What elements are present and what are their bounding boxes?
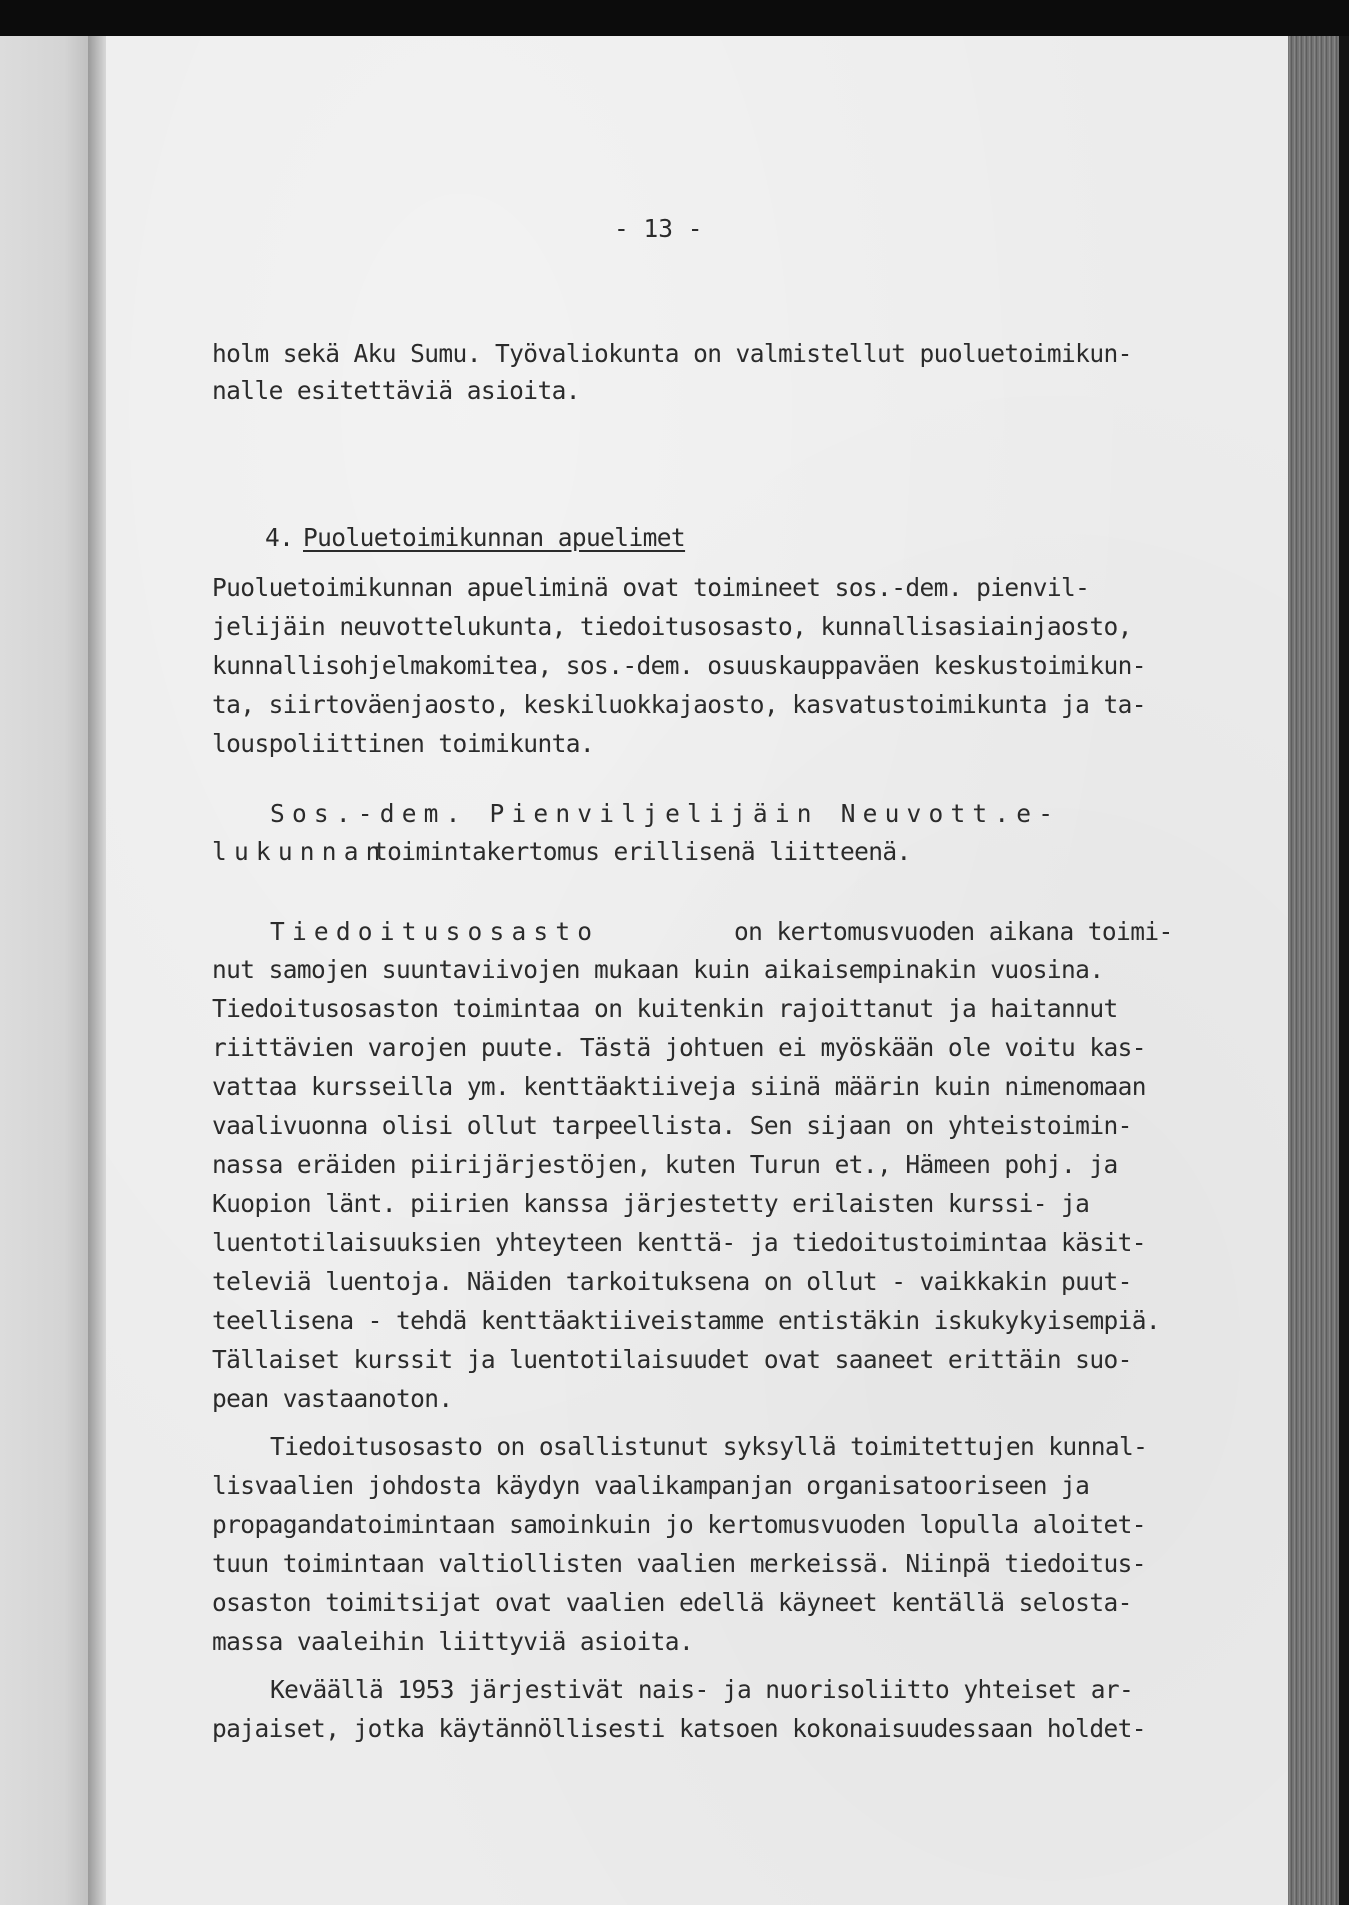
text-line: toimintakertomus erillisenä liitteenä. — [373, 837, 911, 866]
page-number: - 13 - — [614, 214, 703, 243]
scan-top-border — [0, 0, 1349, 36]
text-line: Tiedoitusosasto on osallistunut syksyllä toimitettujen kunnal- — [270, 1432, 1148, 1461]
text-line: tuun toimintaan valtiollisten vaalien merkeissä. Niinpä tiedoitus- — [212, 1549, 1146, 1578]
text-line: propagandatoimintaan samoinkuin jo kertomusvuoden lopulla aloitet- — [212, 1510, 1146, 1539]
text-line: teellisena - tehdä kenttäaktiiveistamme entistäkin iskukykyisempiä. — [212, 1306, 1161, 1335]
text-line: pajaiset, jotka käytännöllisesti katsoen kokonaisuudessaan holdet- — [212, 1714, 1146, 1743]
text-line: Kuopion länt. piirien kanssa järjestetty erilaisten kurssi- ja — [212, 1189, 1090, 1218]
text-line: lisvaalien johdosta käydyn vaalikampanjan organisatooriseen ja — [212, 1471, 1090, 1500]
facing-page-edge — [0, 36, 92, 1905]
text-line: vaalivuonna olisi ollut tarpeellista. Sen sijaan on yhteistoimin- — [212, 1111, 1132, 1140]
section-heading: Puoluetoimikunnan apuelimet — [303, 523, 686, 552]
text-line: ta, siirtoväenjaosto, keskiluokkajaosto, kasvatustoimikunta ja ta- — [212, 690, 1146, 719]
text-line: riittävien varojen puute. Tästä johtuen ei myöskään ole voitu kas- — [212, 1033, 1146, 1062]
text-line: jelijäin neuvottelukunta, tiedoitusosasto, kunnallisasiainjaosto, — [212, 612, 1132, 641]
text-line: Puoluetoimikunnan apueliminä ovat toimineet sos.-dem. pienvil- — [212, 573, 1090, 602]
text-line: Tällaiset kurssit ja luentotilaisuudet ovat saaneet erittäin suo- — [212, 1345, 1132, 1374]
text-line: luentotilaisuuksien yhteyteen kenttä- ja tiedoitustoimintaa käsit- — [212, 1228, 1146, 1257]
spaced-section-name: Tiedoitusosasto — [270, 917, 600, 946]
text-line: massa vaaleihin liittyviä asioita. — [212, 1627, 694, 1656]
text-line: televiä luentoja. Näiden tarkoituksena on ollut - vaikkakin puut- — [212, 1267, 1132, 1296]
text-line: nut samojen suuntaviivojen mukaan kuin aikaisempinakin vuosina. — [212, 955, 1104, 984]
text-line: on kertomusvuoden aikana toimi- — [734, 917, 1173, 946]
text-line: nalle esitettäviä asioita. — [212, 376, 580, 405]
spaced-committee-name-cont: lukunnan — [212, 837, 388, 866]
page-stack-edges — [1288, 36, 1349, 1905]
section-number: 4. — [265, 523, 294, 552]
text-line: pean vastaanoton. — [212, 1384, 453, 1413]
text-line: osaston toimitsijat ovat vaalien edellä käyneet kentällä selosta- — [212, 1588, 1132, 1617]
text-line: nassa eräiden piirijärjestöjen, kuten Turun et., Hämeen pohj. ja — [212, 1150, 1118, 1179]
text-line: Keväällä 1953 järjestivät nais- ja nuorisoliitto yhteiset ar- — [270, 1675, 1134, 1704]
text-line: Tiedoitusosaston toimintaa on kuitenkin rajoittanut ja haitannut — [212, 994, 1118, 1023]
spaced-committee-name: Sos.-dem. Pienviljelijäin Neuvott.e- — [270, 799, 1061, 828]
text-line: vattaa kursseilla ym. kenttäaktiiveja siinä määrin kuin nimenomaan — [212, 1072, 1146, 1101]
text-line: holm sekä Aku Sumu. Työvaliokunta on valmistellut puoluetoimikun- — [212, 339, 1132, 368]
text-line: kunnallisohjelmakomitea, sos.-dem. osuuskauppaväen keskustoimikun- — [212, 651, 1146, 680]
text-line: louspoliittinen toimikunta. — [212, 729, 595, 758]
